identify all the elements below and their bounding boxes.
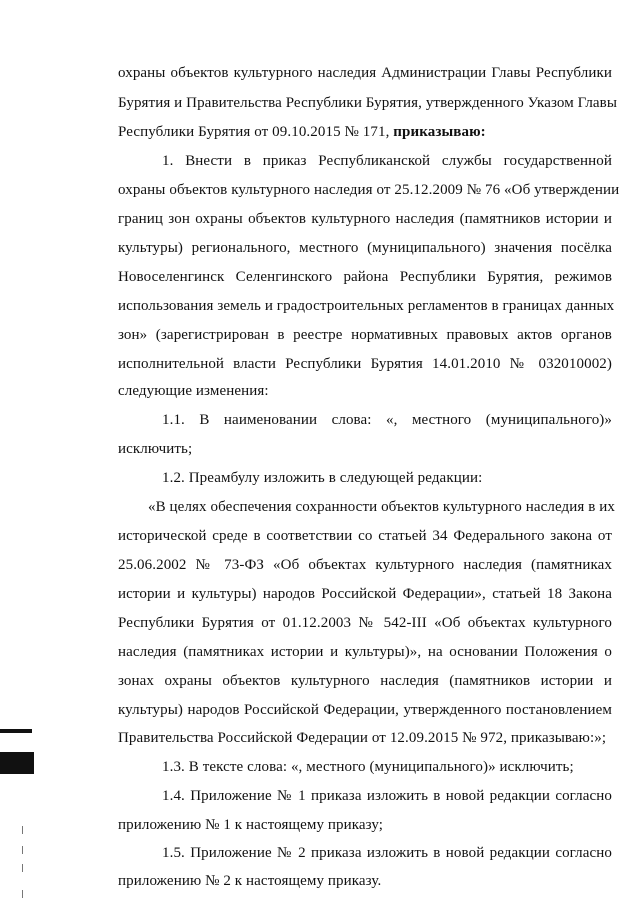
quote-start: «В целях обеспечения сохранности объектов культурного наследия в их	[148, 499, 615, 515]
text-line: охраны объектов культурного наследия от 25.12.2009 № 76 «Об утверждении	[118, 182, 620, 198]
item-1-5-start: 1.5. Приложение № 2 приказа изложить в новой редакции согласно	[162, 845, 612, 861]
text-line-plain: Республики Бурятия от 09.10.2015 № 171,	[118, 124, 394, 140]
text-line: приложению № 2 к настоящему приказу.	[118, 873, 382, 889]
text-line: границ зон охраны объектов культурного наследия (памятников истории и	[118, 211, 612, 227]
text-line: исполнительной власти Республики Бурятия 14.01.2010 № 032010002)	[118, 356, 612, 372]
text-line: зон» (зарегистрирован в реестре нормативных правовых актов органов	[118, 327, 612, 343]
item-1-3: 1.3. В тексте слова: «, местного (муниципального)» исключить;	[162, 759, 574, 775]
decree-word: приказываю:	[393, 124, 486, 140]
scan-margin-tick	[22, 826, 23, 834]
text-line: использования земель и градостроительных регламентов в границах данных	[118, 298, 615, 314]
item-1-4-start: 1.4. Приложение № 1 приказа изложить в новой редакции согласно	[162, 788, 612, 804]
scan-margin-bar	[0, 729, 32, 733]
item-1-1-start: 1.1. В наименовании слова: «, местного (муниципального)»	[162, 412, 612, 428]
text-line: культуры) регионального, местного (муниципального) значения посёлка	[118, 240, 612, 256]
scan-margin-tick	[22, 890, 23, 898]
text-line: следующие изменения:	[118, 383, 269, 399]
text-line: наследия (памятниках истории и культуры)», на основании Положения о	[118, 644, 612, 660]
scan-margin-tick	[22, 846, 23, 854]
scan-margin-block	[0, 752, 34, 774]
text-line: 25.06.2002 № 73-ФЗ «Об объектах культурного наследия (памятниках	[118, 557, 612, 573]
text-line: приложению № 1 к настоящему приказу;	[118, 817, 384, 833]
item-1-2: 1.2. Преамбулу изложить в следующей редакции:	[162, 470, 483, 486]
text-line: исключить;	[118, 441, 193, 457]
text-line: Новоселенгинск Селенгинского района Республики Бурятия, режимов	[118, 269, 612, 285]
text-line: Правительства Российской Федерации от 12.09.2015 № 972, приказываю:»;	[118, 730, 607, 746]
text-line: культуры) народов Российской Федерации, утвержденного постановлением	[118, 702, 612, 718]
text-line: истории и культуры) народов Российской Федерации», статьей 18 Закона	[118, 586, 612, 602]
text-line: зонах охраны объектов культурного наследия (памятников истории и	[118, 673, 612, 689]
text-line: охраны объектов культурного наследия Администрации Главы Республики	[118, 65, 612, 81]
text-line	[118, 117, 612, 147]
scan-margin-tick	[22, 864, 23, 872]
paragraph-1-start: 1. Внести в приказ Республиканской службы государственной	[162, 153, 612, 169]
text-line: Республики Бурятия от 01.12.2003 № 542-III «Об объектах культурного	[118, 615, 612, 631]
text-line: исторической среде в соответствии со статьей 34 Федерального закона от	[118, 528, 612, 544]
text-line: Бурятия и Правительства Республики Бурятия, утвержденного Указом Главы	[118, 95, 618, 111]
